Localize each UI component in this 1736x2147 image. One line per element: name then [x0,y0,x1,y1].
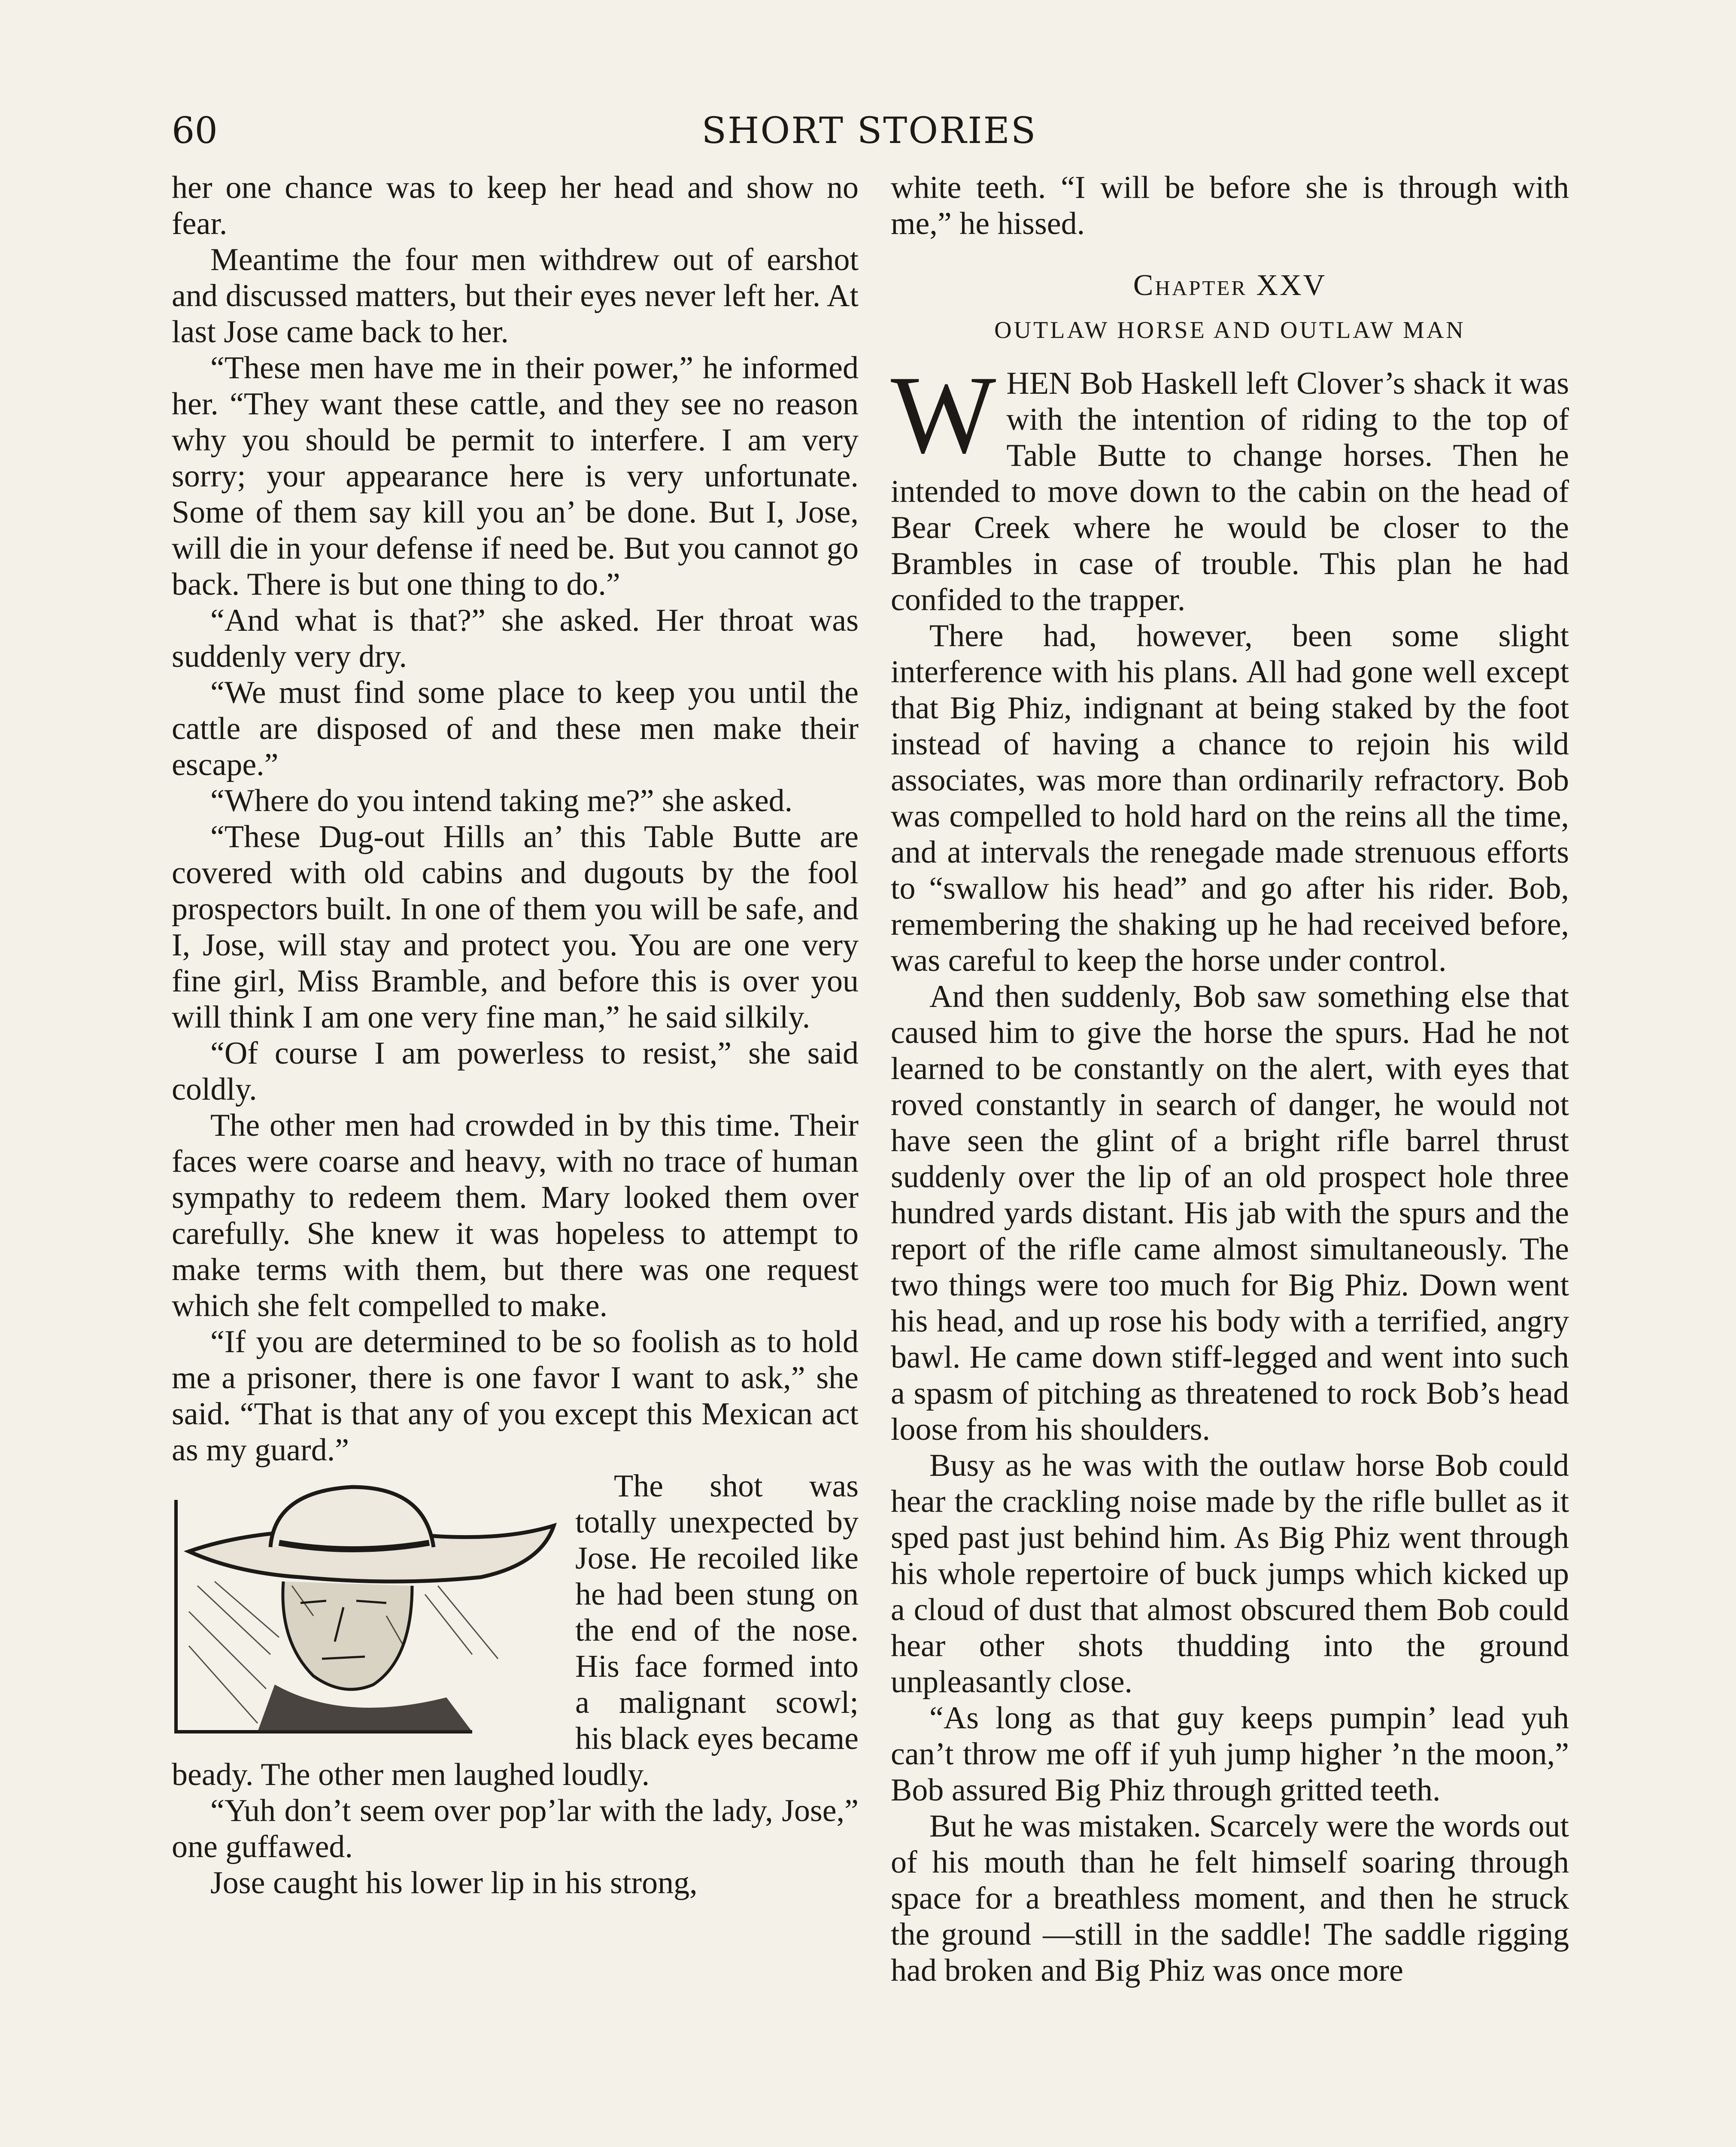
paragraph: Busy as he was with the outlaw horse Bob could hear the crackling noise made by the rifle bullet as it sped past just behind him. As Big Phiz went through his whole repertoire of buck jumps which kicked up a cloud of dust that almost obscured them Bob could hear other shots thudding into the ground unpleasantly close. [891,1448,1569,1700]
paragraph: But he was mistaken. Scarcely were the words out of his mouth than he felt himself soaring through space for a breathless moment, and then he struck the ground —still in the saddle! The saddle rigging had broken and Big Phiz was once more [891,1809,1569,1988]
chapter-opening-paragraph [891,353,1569,618]
paragraph-text: HEN Bob Haskell left Clover’s shack it was with the intention of riding to the top of Table Butte to change horses. Then he intended to move down to the cabin on the head of Bear Creek where he would be closer to the Brambles in case of trouble. This plan he had confided to the trapper. [891,366,1569,617]
paragraph: Meantime the four men withdrew out of earshot and discussed matters, but their eyes never left her. At last Jose came back to her. [172,242,859,350]
journal-title: SHORT STORIES [701,109,1037,152]
paragraph: Jose caught his lower lip in his strong, [210,1865,698,1901]
paragraph: “Yuh don’t seem over pop’lar with the lady, Jose,” one guffawed. [172,1793,859,1864]
page-number: 60 [172,109,218,152]
paragraph: “And what is that?” she asked. Her throat was suddenly very dry. [172,603,859,674]
paragraph: “As long as that guy keeps pumpin’ lead yuh can’t throw me off if yuh jump higher ’n the moon,” Bob assured Big Phiz through gritted teeth. [891,1700,1569,1808]
paragraph: “These men have me in their power,” he informed her. “They want these cattle, and they see no reason why you should be permit to interfere. I am very sorry; your appearance here is very unfortunate. Some of them say kill you an’ be done. But I, Jose, will die in your defense if need be. But you cannot go back. There is but one thing to do.” [172,350,859,602]
paragraph: her one chance was to keep her head and show no fear. [172,170,859,241]
left-column [172,170,859,1901]
running-head [172,109,1567,157]
paragraph: “We must find some place to keep you until the cattle are disposed of and these men make their escape.” [172,675,859,782]
paragraph: There had, however, been some slight interference with his plans. All had gone well except that Big Phiz, indignant at being staked by the foot instead of having a chance to rejoin his wild associates, was more than ordinarily refractory. Bob was compelled to hold hard on the reins all the time, and at intervals the renegade made strenuous efforts to “swallow his head” and go after his rider. Bob, remembering the shaking up he had received before, was careful to keep the horse under control. [891,618,1569,978]
chapter-title: Chapter XXV [1133,269,1327,302]
drop-cap: W [891,353,996,477]
paragraph: “Where do you intend taking me?” she asked. [210,783,793,818]
chapter-subtitle: OUTLAW HORSE AND OUTLAW MAN [994,317,1466,344]
paragraph: white teeth. “I will be before she is through with me,” he hissed. [891,170,1569,241]
paragraph: And then suddenly, Bob saw something else that caused him to give the horse the spurs. Had he not learned to be constantly on the alert, with eyes that roved constantly in search of danger, he would not have seen the glint of a bright rifle barrel thrust suddenly over the lip of an old prospect hole three hundred yards distant. His jab with the spurs and the report of the rifle came almost simultaneously. The two things were too much for Big Phiz. Down went his head, and up rose his body with a terrified, angry bawl. He came down stiff-legged and went into such a spasm of pitching as threatened to rock Bob’s head loose from his shoulders. [891,979,1569,1447]
paragraph: “If you are determined to be so foolish as to hold me a prisoner, there is one favor I want to ask,” she said. “That is that any of you except this Mexican act as my guard.” [172,1324,859,1468]
paragraph: “These Dug-out Hills an’ this Table Butte are covered with old cabins and dugouts by the fool prospectors built. In one of them you will be safe, and I, Jose, will stay and protect you. You are one very fine girl, Miss Bramble, and before this is over you will think I am one very fine man,” he said silkily. [172,819,859,1035]
cowboy-portrait-illustration [172,1474,562,1736]
paragraph: “Of course I am powerless to resist,” she said coldly. [172,1036,859,1107]
paragraph: The other men had crowded in by this time. Their faces were coarse and heavy, with no trace of human sympathy to redeem them. Mary looked them over carefully. She knew it was hopeless to attempt to make terms with them, but there was one request which she felt compelled to make. [172,1108,859,1323]
paragraph: The shot was totally unexpected by Jose. He recoiled like he had been stung on the end of the nose. His face formed into a malignant scowl; his black eyes became beady. The other men laughed loudly. [172,1469,859,1792]
right-column [891,170,1569,1989]
